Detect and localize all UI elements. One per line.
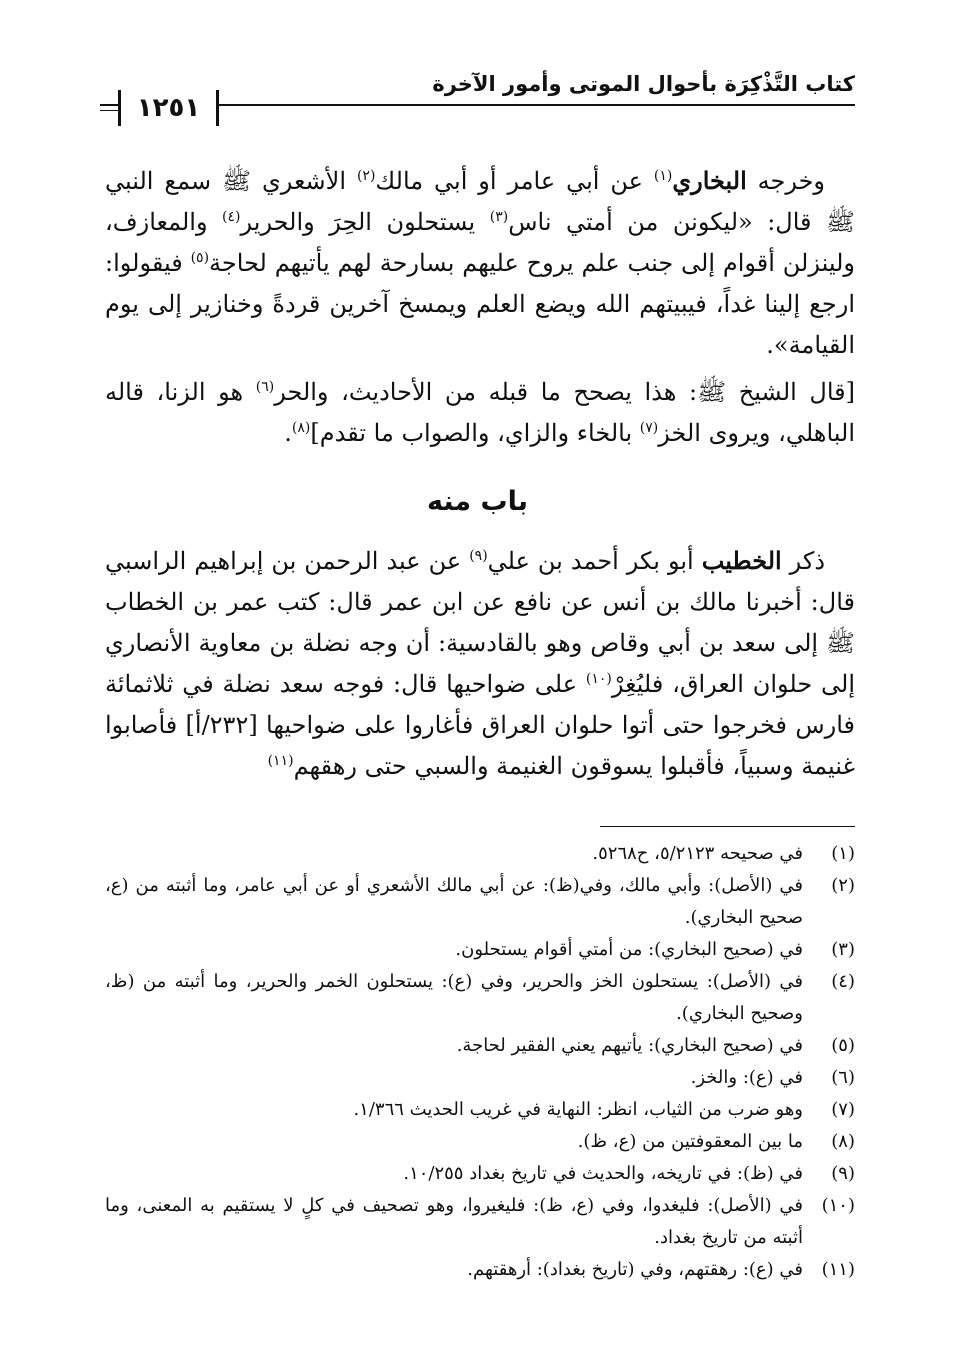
- text-run: [قال الشيخ ﷺ: هذا يصحح ما قبله من الأحاديث، والحر: [274, 378, 855, 406]
- paragraph-hadith: [105, 160, 855, 366]
- footnotes: [105, 838, 855, 1286]
- footnote-ref: (١): [653, 168, 673, 184]
- footnote: [105, 1190, 855, 1254]
- footnote: [105, 934, 855, 966]
- paragraph-commentary: [105, 372, 855, 454]
- paragraph-narration: [105, 540, 855, 787]
- footnote-text: ما بين المعقوفتين من (ع، ظ).: [577, 1131, 803, 1152]
- footnote-text: في (الأصل): يستحلون الخز والحرير، وفي (ع): يستحلون الخمر والحرير، وما أثبته من (ظ، وصحيح البخاري).: [105, 971, 803, 1024]
- footnote: [105, 1030, 855, 1062]
- running-title: كتاب التَّذْكِرَة بأحوال الموتى وأمور الآخرة: [432, 72, 855, 96]
- footnote-ref: (٢): [356, 168, 376, 184]
- footnote-ref: (٣): [489, 209, 509, 225]
- footnote: [105, 966, 855, 1030]
- footnote-text: في صحيحه ٥/٢١٢٣، ح٥٢٦٨.: [592, 843, 803, 864]
- bold-term: الخطيب: [701, 546, 782, 575]
- footnote-text: في (الأصل): وأبي مالك، وفي(ظ): عن أبي مالك الأشعري أو عن أبي عامر، وما أثبته من (ع، صحيح البخاري).: [105, 875, 803, 928]
- footnote-text: في (ع): والخز.: [690, 1067, 803, 1088]
- footnote-number: (٨): [831, 1131, 855, 1152]
- main-text: [105, 160, 855, 460]
- footnote-separator: [600, 826, 855, 827]
- footnote: [105, 1094, 855, 1126]
- footnote-ref: (١١): [267, 753, 294, 769]
- text-run: الأشعري ﷺ سمع النبي ﷺ قال: «ليكونن من أمتي ناس: [105, 167, 855, 236]
- bold-term: البخاري: [672, 166, 747, 195]
- main-text-section: [105, 540, 855, 793]
- footnote-number: (٣): [831, 939, 855, 960]
- footnote-ref: (٥): [190, 250, 210, 266]
- footnote-ref: (٦): [255, 379, 275, 395]
- footnote-text: في (صحيح البخاري): يأتيهم يعني الفقير لحاجة.: [456, 1035, 803, 1056]
- footnote-number: (٩): [831, 1163, 855, 1184]
- footnote-number: (١): [831, 843, 855, 864]
- footnote-ref: (٨): [291, 420, 311, 436]
- text-run: بالخاء والزاي، والصواب ما تقدم]: [310, 419, 640, 447]
- footnote-text: وهو ضرب من الثياب، انظر: النهاية في غريب الحديث ١/٣٦٦.: [353, 1099, 803, 1120]
- page-number: ١٢٥١: [118, 90, 219, 126]
- footnote-text: في (صحيح البخاري): من أمتي أقوام يستحلون.: [455, 939, 803, 960]
- text-run: ذكر: [781, 547, 826, 575]
- footnote-ref: (٤): [222, 209, 241, 225]
- footnote-number: (٥): [831, 1035, 855, 1056]
- footnote-number: (٦): [831, 1067, 855, 1088]
- text-run: على ضواحيها قال: فوجه سعد نضلة في ثلاثمائة فارس فخرجوا حتى أتوا حلوان العراق فأغاروا على ضواحيها [٢٣٢/أ] فأصابوا غنيمة وسبياً، فأقبلوا يسوقون الغنيمة والسبي حتى رهقهم: [105, 670, 856, 780]
- footnote: [105, 1254, 855, 1286]
- footnote-number: (٧): [831, 1099, 855, 1120]
- footnote-ref: (١٠): [585, 671, 612, 687]
- text-run: فيقولوا: ارجع إلينا غداً، فيبيتهم الله ويضع العلم ويمسخ آخرين قردةً وخنازير إلى يوم القيامة».: [105, 249, 855, 359]
- footnote-text: في (ع): رهقتهم، وفي (تاريخ بغداد): أرهقتهم.: [467, 1259, 803, 1280]
- footnote: [105, 1062, 855, 1094]
- footnote: [105, 838, 855, 870]
- text-run: يستحلون الحِرَ والحرير: [240, 208, 490, 236]
- footnote: [105, 1126, 855, 1158]
- text-run: عن أبي عامر أو أبي مالك: [375, 167, 654, 195]
- footnote-ref: (٩): [469, 548, 488, 564]
- text-run: عن عبد الرحمن بن إبراهيم الراسبي قال: أخبرنا مالك بن أنس عن نافع عن ابن عمر قال: كتب عمر بن الخطاب ﷺ إلى سعد بن أبي وقاص وهو بالقادسية: أن وجه نضلة بن معاوية الأنصاري إلى حلوان العراق، فليُغِرْ: [105, 547, 856, 698]
- footnote: [105, 1158, 855, 1190]
- footnote-number: (٢): [831, 875, 855, 896]
- text-run: وخرجه: [746, 167, 826, 195]
- section-heading: باب منه: [427, 486, 528, 517]
- footnote-number: (١١): [821, 1259, 855, 1280]
- footnote-number: (٤): [831, 971, 855, 992]
- footnote-number: (١٠): [821, 1195, 855, 1216]
- footnote-text: في (ظ): في تاريخه، والحديث في تاريخ بغداد ١٠/٢٥٥.: [403, 1163, 803, 1184]
- text-run: والمعازف، ولينزلن أقوام إلى جنب علم يروح عليهم بسارحة لهم يأتيهم لحاجة: [105, 208, 855, 277]
- footnote: [105, 870, 855, 934]
- text-run: .: [284, 419, 292, 447]
- text-run: هو الزنا، قاله الباهلي، ويروى الخز: [105, 378, 855, 447]
- text-run: أبو بكر أحمد بن علي: [487, 547, 702, 575]
- footnote-text: في (الأصل): فليغدوا، وفي (ع، ظ): فليغيروا، وهو تصحيف في كلٍ لا يستقيم به المعنى، وما أثبته من تاريخ بغداد.: [105, 1195, 803, 1248]
- footnote-ref: (٧): [639, 420, 659, 436]
